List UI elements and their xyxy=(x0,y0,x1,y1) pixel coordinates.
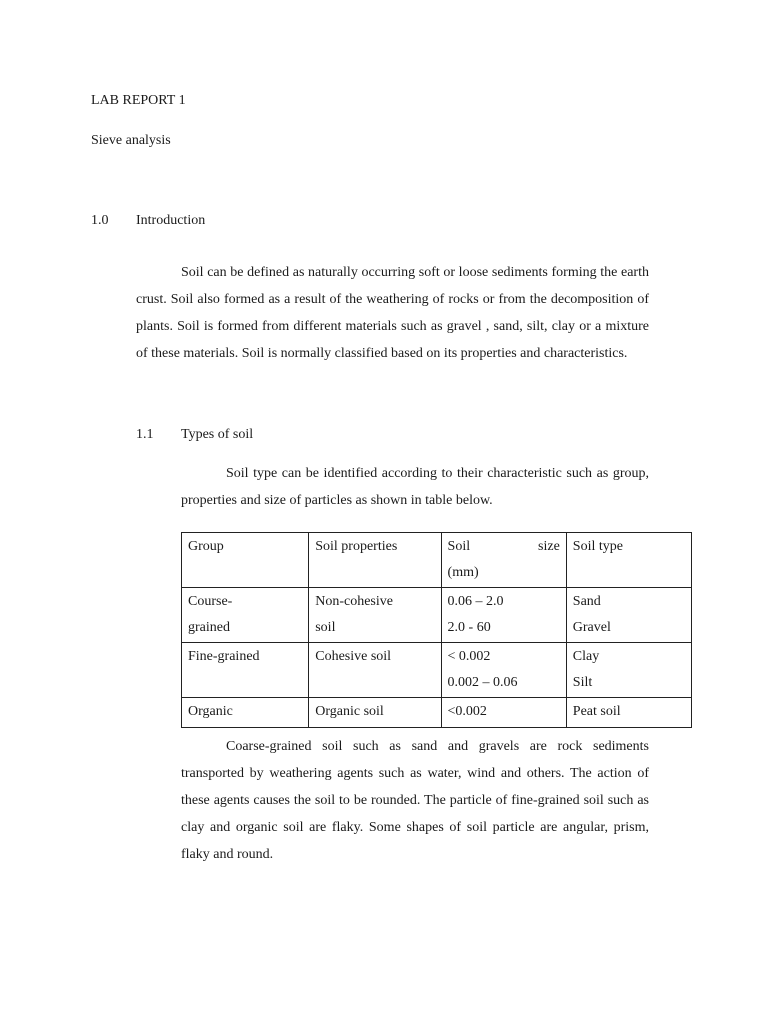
cell-line: Organic xyxy=(188,704,233,719)
cell-line: Sand xyxy=(572,594,601,609)
cell-group xyxy=(182,643,309,698)
cell-group xyxy=(182,698,309,728)
cell-line: < 0.002 xyxy=(447,649,491,664)
cell-size xyxy=(441,698,566,728)
cell-line: 2.0 - 60 xyxy=(447,620,491,635)
report-subtitle: Sieve analysis xyxy=(91,133,171,148)
cell-group xyxy=(182,588,309,643)
table-row xyxy=(182,643,692,698)
header-size-unit: (mm) xyxy=(447,565,479,580)
types-paragraph: Soil type can be identified according to their characteristic such as group, properties and size of particles as shown in table below. xyxy=(181,466,649,508)
grains-paragraph: Coarse-grained soil such as sand and gravels are rock sediments transported by weathering agents such as water, wind and others. The action of these agents causes the soil to be rounded. The particle of fine-grained soil such as clay and organic soil are flaky. Some shapes of soil particle are angular, prism, flaky and round. xyxy=(181,739,649,862)
section-title: Introduction xyxy=(136,213,206,228)
header-group: Group xyxy=(182,533,309,588)
subsection-title: Types of soil xyxy=(181,427,254,442)
cell-line: Cohesive soil xyxy=(315,649,392,664)
section-number: 1.0 xyxy=(91,213,109,228)
header-type: Soil type xyxy=(566,533,691,588)
report-title: LAB REPORT 1 xyxy=(91,93,186,108)
cell-type xyxy=(566,643,691,698)
cell-properties xyxy=(309,643,441,698)
cell-line: 0.002 – 0.06 xyxy=(447,675,518,690)
cell-line: grained xyxy=(188,620,230,635)
cell-line: Organic soil xyxy=(315,704,384,719)
cell-line: Gravel xyxy=(572,620,611,635)
intro-paragraph: Soil can be defined as naturally occurring soft or loose sediments forming the earth crust. Soil also formed as a result of the weathering of rocks or from the decomposition of plants. Soil is formed from different materials such as gravel , sand, silt, clay or a mixture of these materials. Soil is normally classified based on its properties and characteristics. xyxy=(136,265,649,361)
cell-type xyxy=(566,588,691,643)
cell-line: Peat soil xyxy=(572,704,621,719)
cell-size xyxy=(441,588,566,643)
header-properties: Soil properties xyxy=(309,533,441,588)
cell-size xyxy=(441,643,566,698)
subsection-number: 1.1 xyxy=(136,427,154,442)
cell-properties xyxy=(309,698,441,728)
cell-line: Silt xyxy=(572,675,593,690)
header-size-word1: Soil xyxy=(447,539,471,554)
cell-line: 0.06 – 2.0 xyxy=(447,594,504,609)
cell-properties xyxy=(309,588,441,643)
table-header-row xyxy=(182,533,692,588)
cell-type xyxy=(566,698,691,728)
cell-line: Non-cohesive xyxy=(315,594,393,609)
soil-types-table xyxy=(181,532,692,728)
cell-line: Course- xyxy=(188,594,233,609)
table-row xyxy=(182,698,692,728)
cell-line: Clay xyxy=(572,649,600,664)
header-size xyxy=(441,533,566,588)
header-size-word2: size xyxy=(538,539,560,554)
cell-line: soil xyxy=(315,620,336,635)
cell-line: <0.002 xyxy=(447,704,487,719)
table-row xyxy=(182,588,692,643)
cell-line: Fine-grained xyxy=(188,649,260,664)
